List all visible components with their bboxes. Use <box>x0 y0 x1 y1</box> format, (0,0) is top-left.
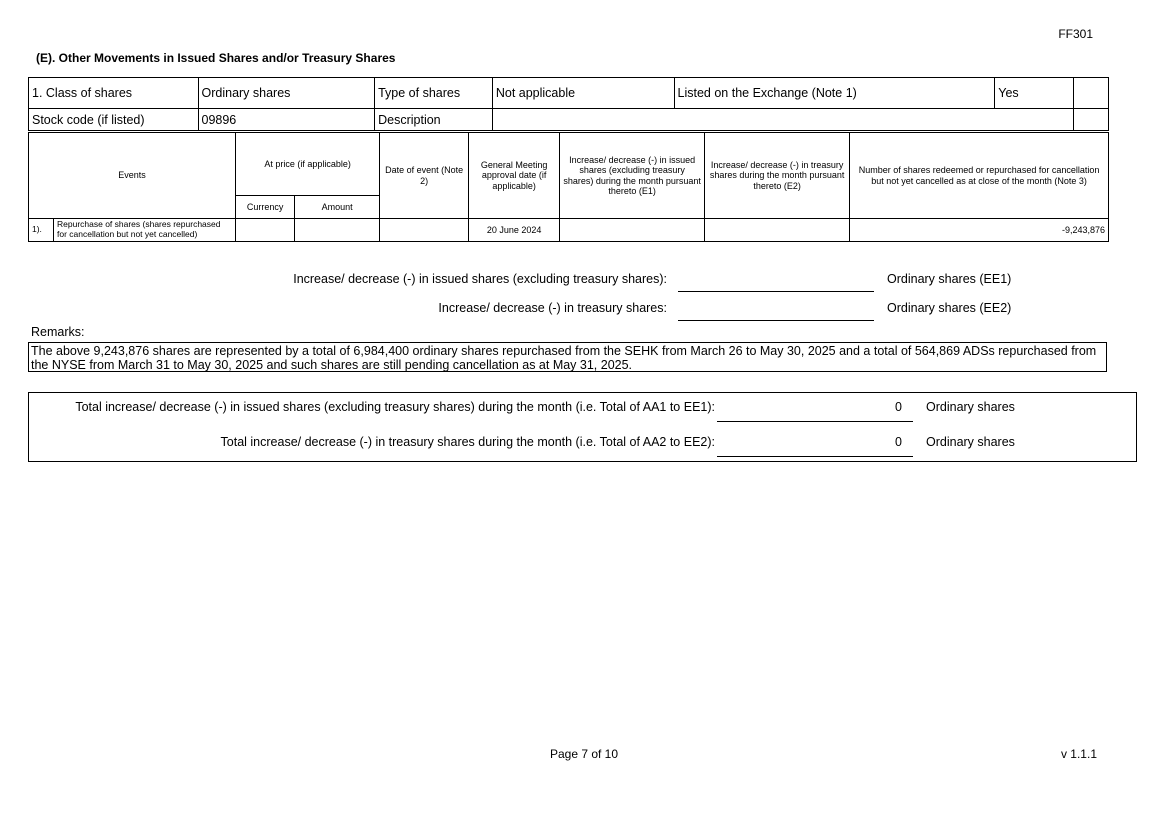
listed-value: Yes <box>995 78 1074 109</box>
row-date <box>380 219 469 242</box>
ee2-unit: Ordinary shares (EE2) <box>887 301 1012 315</box>
page-number: Page 7 of 10 <box>549 747 619 761</box>
total-treasury-line <box>717 456 913 457</box>
total-treasury-unit: Ordinary shares <box>926 435 1015 449</box>
row-note3: -9,243,876 <box>850 219 1109 242</box>
total-issued-label: Total increase/ decrease (-) in issued shares (excluding treasury shares) during the month (i.e. Total of AA1 to EE1): <box>75 400 715 414</box>
e1-header: Increase/ decrease (-) in issued shares (excluding treasury shares) during the month pursuant thereto (E1) <box>560 133 705 219</box>
events-table <box>28 132 1109 242</box>
section-title: (E). Other Movements in Issued Shares and/or Treasury Shares <box>36 51 396 65</box>
listed-extra-cell <box>1074 78 1109 109</box>
description-value <box>492 109 1074 131</box>
description-extra-cell <box>1074 109 1109 131</box>
row-e2 <box>705 219 850 242</box>
listed-label: Listed on the Exchange (Note 1) <box>674 78 995 109</box>
ee1-label: Increase/ decrease (-) in issued shares (excluding treasury shares): <box>293 272 667 286</box>
at-price-header: At price (if applicable) <box>236 133 380 196</box>
date-of-event-header: Date of event (Note 2) <box>380 133 469 219</box>
ee2-value-line <box>678 320 874 321</box>
ee1-value-line <box>678 291 874 292</box>
row-amount <box>295 219 380 242</box>
general-meeting-header: General Meeting approval date (if applicable) <box>469 133 560 219</box>
type-value: Not applicable <box>492 78 674 109</box>
events-header: Events <box>29 133 236 219</box>
version-label: v 1.1.1 <box>1060 747 1097 761</box>
total-issued-value: 0 <box>895 400 902 414</box>
class-info-table <box>28 77 1109 131</box>
total-issued-unit: Ordinary shares <box>926 400 1015 414</box>
stock-code-value: 09896 <box>198 109 375 131</box>
total-issued-line <box>717 421 913 422</box>
total-treasury-value: 0 <box>895 435 902 449</box>
e2-header: Increase/ decrease (-) in treasury shares during the month pursuant thereto (E2) <box>705 133 850 219</box>
stock-code-label: Stock code (if listed) <box>29 109 199 131</box>
row-currency <box>236 219 295 242</box>
note3-header: Number of shares redeemed or repurchased for cancellation but not yet cancelled as at close of the month (Note 3) <box>850 133 1109 219</box>
type-label: Type of shares <box>375 78 493 109</box>
remarks-text: The above 9,243,876 shares are represented by a total of 6,984,400 ordinary shares repurchased from the SEHK from March 26 to May 30, 2025 and a total of 564,869 ADSs repurchased from the NYSE from March 31 to May 30, 2025 and such shares are still pending cancellation as at May 31, 2025. <box>28 342 1107 372</box>
remarks-label: Remarks: <box>31 325 85 339</box>
class-label: 1. Class of shares <box>29 78 199 109</box>
class-value: Ordinary shares <box>198 78 375 109</box>
total-treasury-label: Total increase/ decrease (-) in treasury shares during the month (i.e. Total of AA2 to EE2): <box>220 435 715 449</box>
table-row <box>29 219 1109 242</box>
amount-header: Amount <box>295 196 380 219</box>
row-number: 1). <box>29 219 54 242</box>
ee2-label: Increase/ decrease (-) in treasury shares: <box>438 301 667 315</box>
row-event: Repurchase of shares (shares repurchased for cancellation but not yet cancelled) <box>54 219 236 242</box>
description-label: Description <box>375 109 493 131</box>
form-code: FF301 <box>1058 27 1093 41</box>
ee1-unit: Ordinary shares (EE1) <box>887 272 1012 286</box>
currency-header: Currency <box>236 196 295 219</box>
row-e1 <box>560 219 705 242</box>
row-gm-date: 20 June 2024 <box>469 219 560 242</box>
